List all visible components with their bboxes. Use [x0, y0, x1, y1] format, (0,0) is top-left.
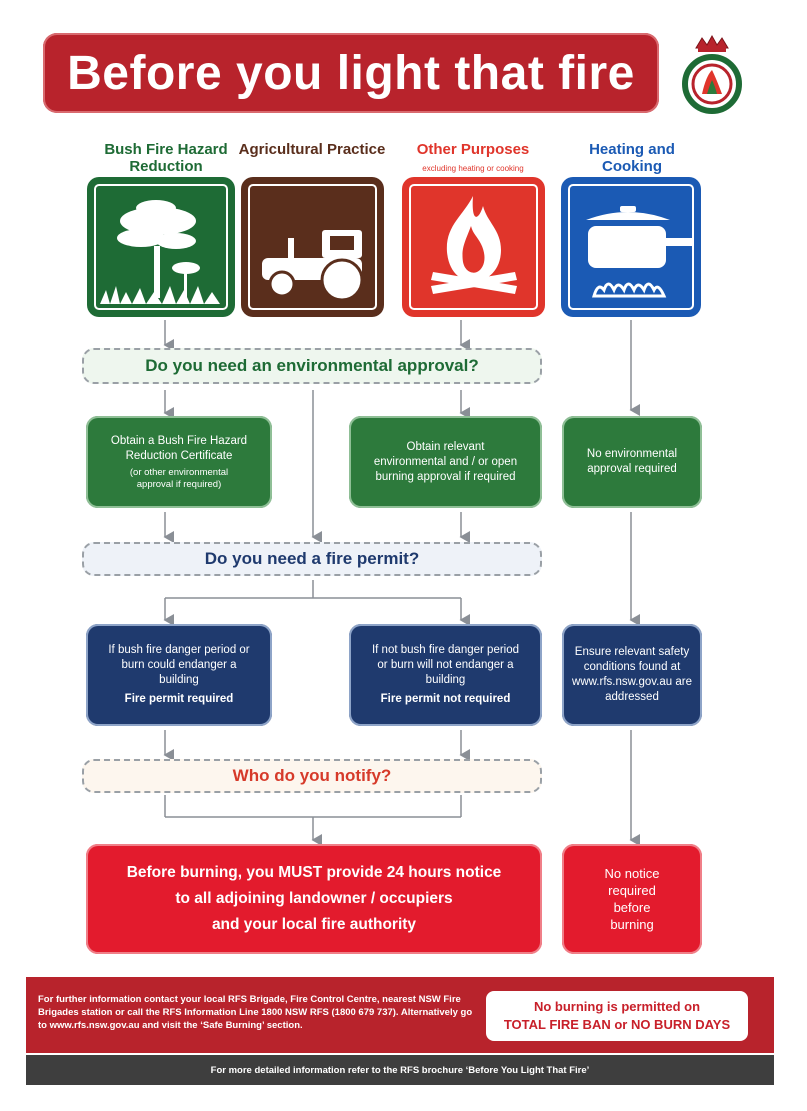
box-relevant-approval [349, 416, 542, 508]
heading-other-purposes-label: Other Purposes [416, 141, 530, 158]
question-notify-label: Who do you notify? [232, 766, 392, 785]
heading-agricultural-label: Agricultural Practice [238, 141, 386, 158]
heading-bush-fire-label: Bush Fire Hazard Reduction [104, 141, 228, 175]
certificate-note: (or other environmental approval if required) [129, 466, 229, 490]
box-must-notify [86, 844, 542, 954]
no-notice-text: No notice required before burning [604, 866, 660, 932]
question-permit-label: Do you need a fire permit? [204, 549, 420, 568]
footer-info-text: For further information contact your local RFS Brigade, Fire Control Centre, nearest NSW Fire Brigades station or call the RFS Information Line 1800 NSW RFS (1800 679 737). Alternatively go to www.rfs.nsw.gov.au and visit the ‘Safe Burning’ section. [38, 994, 473, 1031]
permit-not-required-result: Fire permit not required [380, 693, 511, 705]
box-no-notice [562, 844, 702, 954]
certificate-line1: Obtain a Bush Fire Hazard [110, 434, 248, 447]
box-no-environmental [562, 416, 702, 508]
must-notify-line3: and your local fire authority [211, 916, 417, 933]
box-permit-required [86, 624, 272, 726]
heading-other-purposes-sub: excluding heating or cooking [422, 164, 524, 173]
relevant-approval-text: Obtain relevant environmental and / or open burning approval if required [373, 440, 518, 483]
box-safety-conditions [562, 624, 702, 726]
heading-heating-label: Heating and Cooking [589, 141, 675, 175]
permit-danger-text: If bush fire danger period or burn could endanger a building [108, 644, 250, 686]
box-permit-not-required [349, 624, 542, 726]
must-notify-line2: to all adjoining landowner / occupiers [175, 890, 453, 907]
question-notify [82, 759, 542, 793]
ban-line1: No burning is permitted on [533, 999, 701, 1014]
question-environmental-label: Do you need an environmental approval? [145, 356, 479, 375]
page-title: Before you light that fire [67, 46, 635, 100]
permit-required-result: Fire permit required [124, 693, 234, 705]
permit-no-danger-text: If not bush fire danger period or burn will not endanger a building [371, 644, 520, 686]
brochure-band [26, 1055, 774, 1085]
must-notify-line1: Before burning, you MUST provide 24 hours notice [126, 864, 502, 881]
certificate-line2: Reduction Certificate [125, 449, 233, 462]
ban-line2: TOTAL FIRE BAN or NO BURN DAYS [503, 1017, 731, 1032]
brochure-text: For more detailed information refer to the RFS brochure ‘Before You Light That Fire’ [210, 1064, 590, 1076]
no-environmental-text: No environmental approval required [586, 448, 678, 475]
total-fire-ban-notice [486, 991, 748, 1041]
question-environmental-approval [82, 348, 542, 384]
question-fire-permit [82, 542, 542, 576]
safety-conditions-text: Ensure relevant safety conditions found at www.rfs.nsw.gov.au are addressed [572, 646, 692, 703]
box-hazard-certificate [86, 416, 272, 508]
